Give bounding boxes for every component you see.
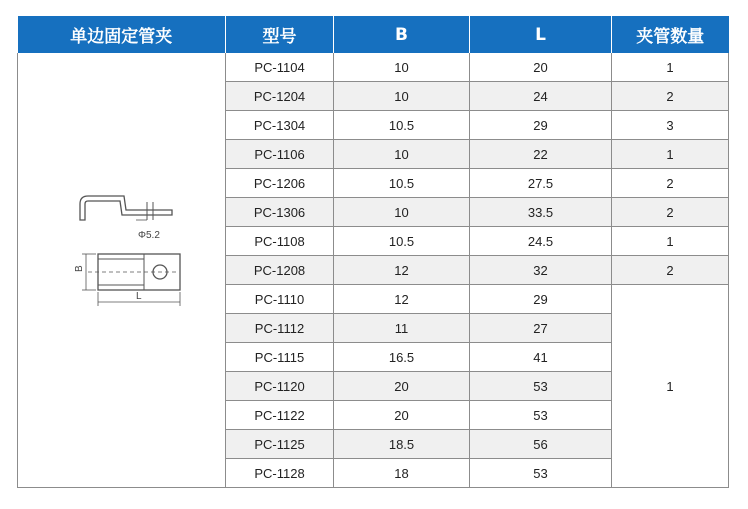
model-cell: PC-1108 xyxy=(226,227,334,256)
b-cell: 12 xyxy=(334,285,470,314)
b-cell: 10 xyxy=(334,53,470,82)
qty-cell: 2 xyxy=(612,256,729,285)
table-row xyxy=(18,53,729,82)
l-cell: 27.5 xyxy=(470,169,612,198)
l-cell: 24 xyxy=(470,82,612,111)
qty-cell: 2 xyxy=(612,169,729,198)
b-cell: 16.5 xyxy=(334,343,470,372)
l-cell: 20 xyxy=(470,53,612,82)
model-cell: PC-1304 xyxy=(226,111,334,140)
hole-diameter-label: Φ5.2 xyxy=(138,230,160,241)
model-cell: PC-1204 xyxy=(226,82,334,111)
model-cell: PC-1208 xyxy=(226,256,334,285)
header-product-name: 单边固定管夹 xyxy=(18,16,226,53)
b-cell: 20 xyxy=(334,401,470,430)
b-cell: 10 xyxy=(334,82,470,111)
l-cell: 22 xyxy=(470,140,612,169)
b-cell: 18.5 xyxy=(334,430,470,459)
qty-cell: 2 xyxy=(612,82,729,111)
clamp-diagram xyxy=(18,190,224,350)
model-cell: PC-1120 xyxy=(226,372,334,401)
b-dimension-label: B xyxy=(74,265,85,272)
l-cell: 53 xyxy=(470,372,612,401)
qty-cell: 3 xyxy=(612,111,729,140)
b-cell: 11 xyxy=(334,314,470,343)
l-cell: 29 xyxy=(470,111,612,140)
l-cell: 56 xyxy=(470,430,612,459)
model-cell: PC-1125 xyxy=(226,430,334,459)
l-cell: 53 xyxy=(470,401,612,430)
header-model: 型号 xyxy=(226,16,334,53)
header-l: L xyxy=(470,16,612,53)
qty-cell: 2 xyxy=(612,198,729,227)
header-row xyxy=(18,16,729,53)
b-cell: 10.5 xyxy=(334,111,470,140)
qty-cell: 1 xyxy=(612,140,729,169)
model-cell: PC-1106 xyxy=(226,140,334,169)
model-cell: PC-1122 xyxy=(226,401,334,430)
l-cell: 27 xyxy=(470,314,612,343)
qty-cell-merged: 1 xyxy=(612,285,729,488)
header-b: B xyxy=(334,16,470,53)
l-dimension-label: L xyxy=(136,291,142,302)
model-cell: PC-1206 xyxy=(226,169,334,198)
b-cell: 18 xyxy=(334,459,470,488)
b-cell: 10.5 xyxy=(334,227,470,256)
l-cell: 32 xyxy=(470,256,612,285)
b-cell: 12 xyxy=(334,256,470,285)
model-cell: PC-1128 xyxy=(226,459,334,488)
b-cell: 10 xyxy=(334,198,470,227)
clamp-profile-outline xyxy=(80,196,172,220)
model-cell: PC-1104 xyxy=(226,53,334,82)
b-cell: 10 xyxy=(334,140,470,169)
l-cell: 33.5 xyxy=(470,198,612,227)
model-cell: PC-1115 xyxy=(226,343,334,372)
b-cell: 20 xyxy=(334,372,470,401)
l-cell: 29 xyxy=(470,285,612,314)
table-body xyxy=(18,53,729,488)
model-cell: PC-1112 xyxy=(226,314,334,343)
product-diagram-cell xyxy=(18,53,226,488)
model-cell: PC-1306 xyxy=(226,198,334,227)
qty-cell: 1 xyxy=(612,227,729,256)
l-cell: 53 xyxy=(470,459,612,488)
model-cell: PC-1110 xyxy=(226,285,334,314)
spec-table xyxy=(17,16,729,488)
l-cell: 24.5 xyxy=(470,227,612,256)
l-cell: 41 xyxy=(470,343,612,372)
b-cell: 10.5 xyxy=(334,169,470,198)
header-clamp-qty: 夹管数量 xyxy=(612,16,729,53)
qty-cell: 1 xyxy=(612,53,729,82)
